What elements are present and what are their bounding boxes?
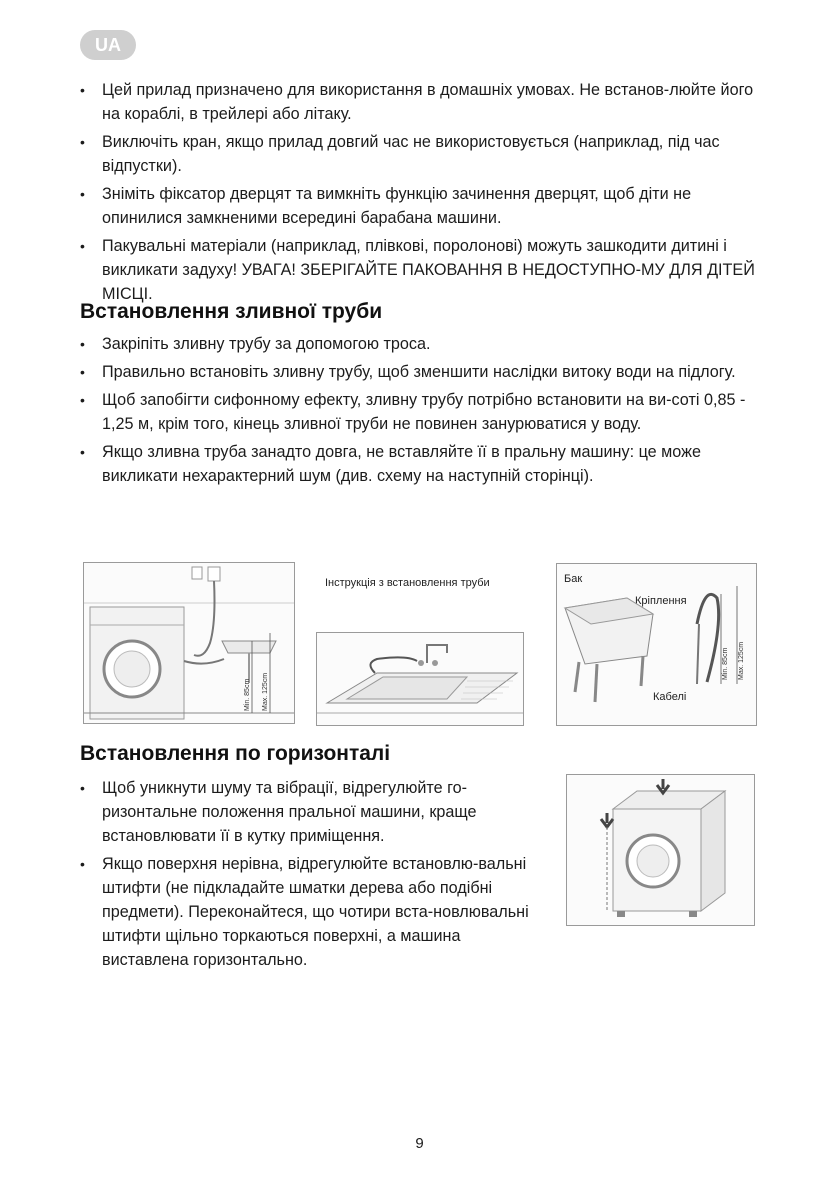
drain-section-title: Встановлення зливної труби [80,300,383,323]
level-section-title: Встановлення по горизонталі [80,742,391,765]
level-bullet: • Щоб уникнути шуму та вібрації, відрегулюйте го-ризонтальне положення пральної машини, краще встановлювати її в кутку приміщення. [78,776,540,848]
pipe-instruction-caption: Інструкція з встановлення труби [325,577,490,589]
drain-bullet: • Щоб запобігти сифонному ефекту, зливну трубу потрібно встановити на ви-соті 0,85 - 1,25 м, крім того, кінець зливної труби не повинен занурюватися у воду. [78,388,758,436]
fig3-cable-label: Кабелі [653,691,687,703]
drain-bullet: • Правильно встановіть зливну трубу, щоб зменшити наслідки витоку води на підлогу. [78,360,758,384]
fig3-min-label: Min. 85cm [722,647,729,680]
tank-illustration [557,564,756,725]
tank-figure [556,563,757,726]
intro-bullet-list [78,78,758,310]
fig1-min-label: Min. 85cm [244,678,251,711]
intro-bullet: • Зніміть фіксатор дверцят та вимкніть функцію зачинення дверцят, щоб діти не опинилися замкненими всередині барабана машини. [78,182,758,230]
page-number: 9 [415,1135,424,1152]
sink-figure [316,632,524,726]
drain-bullet: • Закріпіть зливну трубу за допомогою троса. [78,332,758,356]
level-bullet: • Якщо поверхня нерівна, відрегулюйте встановлю-вальні штифти (не підкладайте шматки дерева або подібні предмети). Переконайтеся, що чотири вста-новлювальні штифти щільно торкаються поверхні, а машина виставлена горизонтально. [78,852,540,972]
fig3-tank-label: Бак [564,573,583,585]
leveling-figure [566,774,755,926]
sink-illustration [317,633,523,725]
fig3-fixing-label: Кріплення [635,595,687,607]
language-badge: UA [80,30,136,60]
intro-bullet: • Цей прилад призначено для використання в домашніх умовах. Не встанов-люйте його на кораблі, в трейлері або літаку. [78,78,758,126]
fig3-max-label: Max. 125cm [738,641,745,680]
level-bullet-list [78,776,540,976]
intro-bullet: • Виключіть кран, якщо прилад довгий час не використовується (наприклад, під час відпустки). [78,130,758,178]
fig1-max-label: Max. 125cm [262,672,269,711]
leveling-illustration [567,775,754,925]
drain-height-illustration [84,563,294,723]
intro-bullet: • Пакувальні матеріали (наприклад, плівкові, поролонові) можуть зашкодити дитині і викликати задуху! УВАГА! ЗБЕРІГАЙТЕ ПАКОВАННЯ В НЕДОСТУПНО-МУ ДЛЯ ДІТЕЙ МІСЦІ. [78,234,758,306]
drain-bullet-list [78,332,758,492]
drain-height-figure [83,562,295,724]
drain-bullet: • Якщо зливна труба занадто довга, не вставляйте її в пральну машину: це може викликати нехарактерний шум (див. схему на наступній сторінці). [78,440,758,488]
